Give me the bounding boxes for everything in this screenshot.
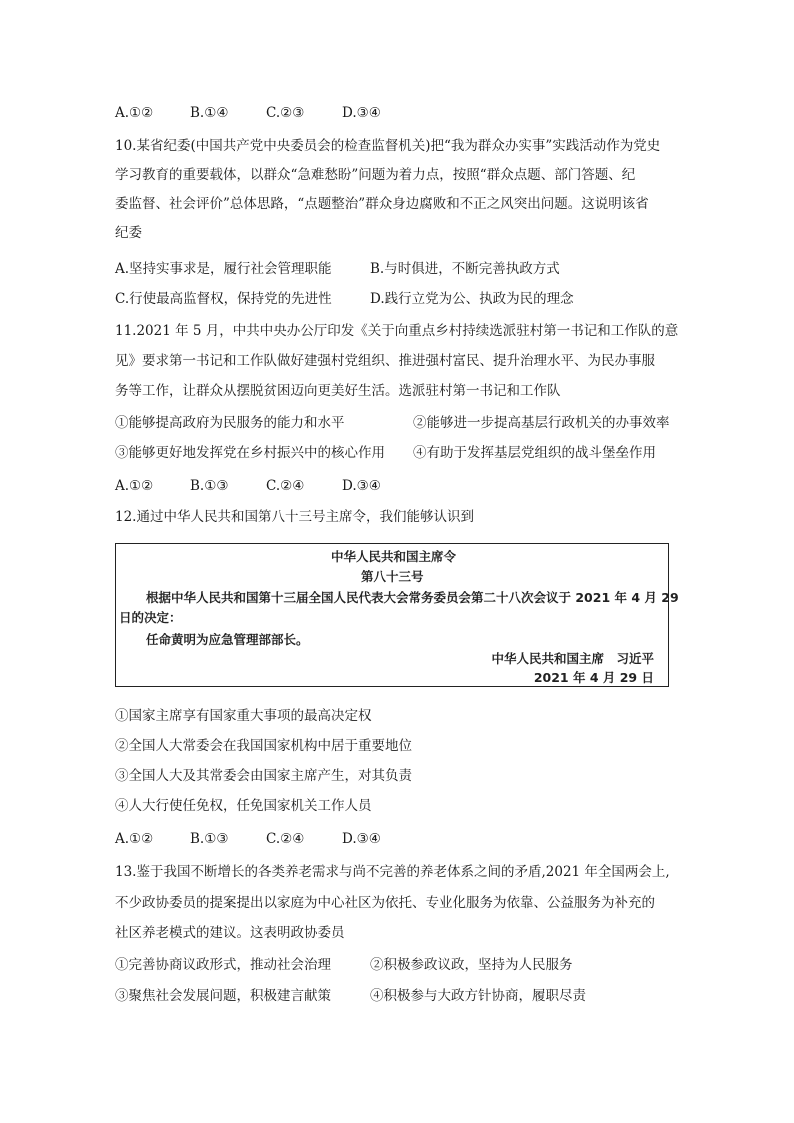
q9-option-b: B.①④ bbox=[190, 105, 229, 121]
q13-statement-1: ①完善协商议政形式，推动社会治理 bbox=[115, 957, 331, 973]
q12-statement-2: ②全国人大常委会在我国国家机构中居于重要地位 bbox=[115, 738, 412, 754]
q11-option-d: D.③④ bbox=[342, 478, 381, 494]
q11-option-a: A.①② bbox=[115, 478, 154, 494]
q9-option-c: C.②③ bbox=[266, 105, 305, 121]
order-body-line-3: 任命黄明为应急管理部部长。 bbox=[146, 632, 309, 647]
q11-stem-line-1: 11.2021 年 5 月，中共中央办公厅印发《关于向重点乡村持续选派驻村第一书记和工作队的意 bbox=[115, 323, 679, 339]
order-signer: 中华人民共和国主席 习近平 bbox=[491, 651, 654, 666]
order-heading: 中华人民共和国主席令 bbox=[331, 549, 457, 564]
q10-option-b: B.与时俱进，不断完善执政方式 bbox=[370, 261, 560, 277]
q10-stem-line-1: 10.某省纪委(中国共产党中央委员会的检查监督机关)把“我为群众办实事”实践活动作为党史 bbox=[115, 138, 661, 154]
q13-statement-3: ③聚焦社会发展问题，积极建言献策 bbox=[115, 988, 331, 1004]
q12-option-d: D.③④ bbox=[342, 831, 381, 847]
presidential-order-box bbox=[115, 543, 679, 687]
q12-option-c: C.②④ bbox=[266, 831, 305, 847]
q10-stem-line-2: 学习教育的重要载体，以群众“急难愁盼”问题为着力点，按照“群众点题、部门答题、纪 bbox=[115, 167, 636, 183]
q10-option-a: A.坚持实事求是，履行社会管理职能 bbox=[115, 261, 332, 277]
q13-statement-2: ②积极参政议政，坚持为人民服务 bbox=[370, 957, 573, 973]
q11-option-c: C.②④ bbox=[266, 478, 305, 494]
q11-stem-line-2: 见》要求第一书记和工作队做好建强村党组织、推进强村富民、提升治理水平、为民办事服 bbox=[115, 353, 655, 369]
q11-statement-4: ④有助于发挥基层党组织的战斗堡垒作用 bbox=[413, 445, 656, 461]
q11-stem-line-3: 务等工作，让群众从摆脱贫困迈向更美好生活。选派驻村第一书记和工作队 bbox=[115, 383, 561, 399]
order-date: 2021 年 4 月 29 日 bbox=[533, 670, 654, 685]
order-number: 第八十三号 bbox=[361, 569, 424, 584]
q12-statement-3: ③全国人大及其常委会由国家主席产生，对其负责 bbox=[115, 768, 412, 784]
order-body-line-1: 根据中华人民共和国第十三届全国人民代表大会常务委员会第二十八次会议于 2021 年 4 月 29 bbox=[146, 590, 679, 605]
q12-option-a: A.①② bbox=[115, 831, 154, 847]
q11-statement-2: ②能够进一步提高基层行政机关的办事效率 bbox=[413, 415, 670, 431]
q10-option-c: C.行使最高监督权，保持党的先进性 bbox=[115, 291, 332, 307]
q10-option-d: D.践行立党为公、执政为民的理念 bbox=[370, 291, 574, 307]
q12-stem: 12.通过中华人民共和国第八十三号主席令，我们能够认识到 bbox=[115, 509, 474, 525]
q11-option-b: B.①③ bbox=[190, 478, 229, 494]
q12-option-b: B.①③ bbox=[190, 831, 229, 847]
q10-stem-line-3: 委监督、社会评价”总体思路，“点题整治”群众身边腐败和不正之风突出问题。这说明该省 bbox=[115, 196, 649, 212]
q12-statement-4: ④人大行使任免权，任免国家机关工作人员 bbox=[115, 798, 372, 814]
q11-statement-3: ③能够更好地发挥党在乡村振兴中的核心作用 bbox=[115, 445, 385, 461]
q9-option-d: D.③④ bbox=[342, 105, 381, 121]
q9-option-a: A.①② bbox=[115, 105, 154, 121]
order-body-line-2: 日的决定： bbox=[119, 610, 182, 625]
q13-statement-4: ④积极参与大政方针协商，履职尽责 bbox=[370, 988, 586, 1004]
q11-statement-1: ①能够提高政府为民服务的能力和水平 bbox=[115, 415, 345, 431]
q13-stem-line-2: 不少政协委员的提案提出以家庭为中心社区为依托、专业化服务为依靠、公益服务为补充的 bbox=[115, 895, 655, 911]
q13-stem-line-3: 社区养老模式的建议。这表明政协委员 bbox=[115, 925, 345, 941]
q13-stem-line-1: 13.鉴于我国不断增长的各类养老需求与尚不完善的养老体系之间的矛盾,2021 年全国两会上, bbox=[115, 864, 670, 880]
q10-stem-line-4: 纪委 bbox=[115, 225, 142, 241]
q12-statement-1: ①国家主席享有国家重大事项的最高决定权 bbox=[115, 708, 372, 724]
